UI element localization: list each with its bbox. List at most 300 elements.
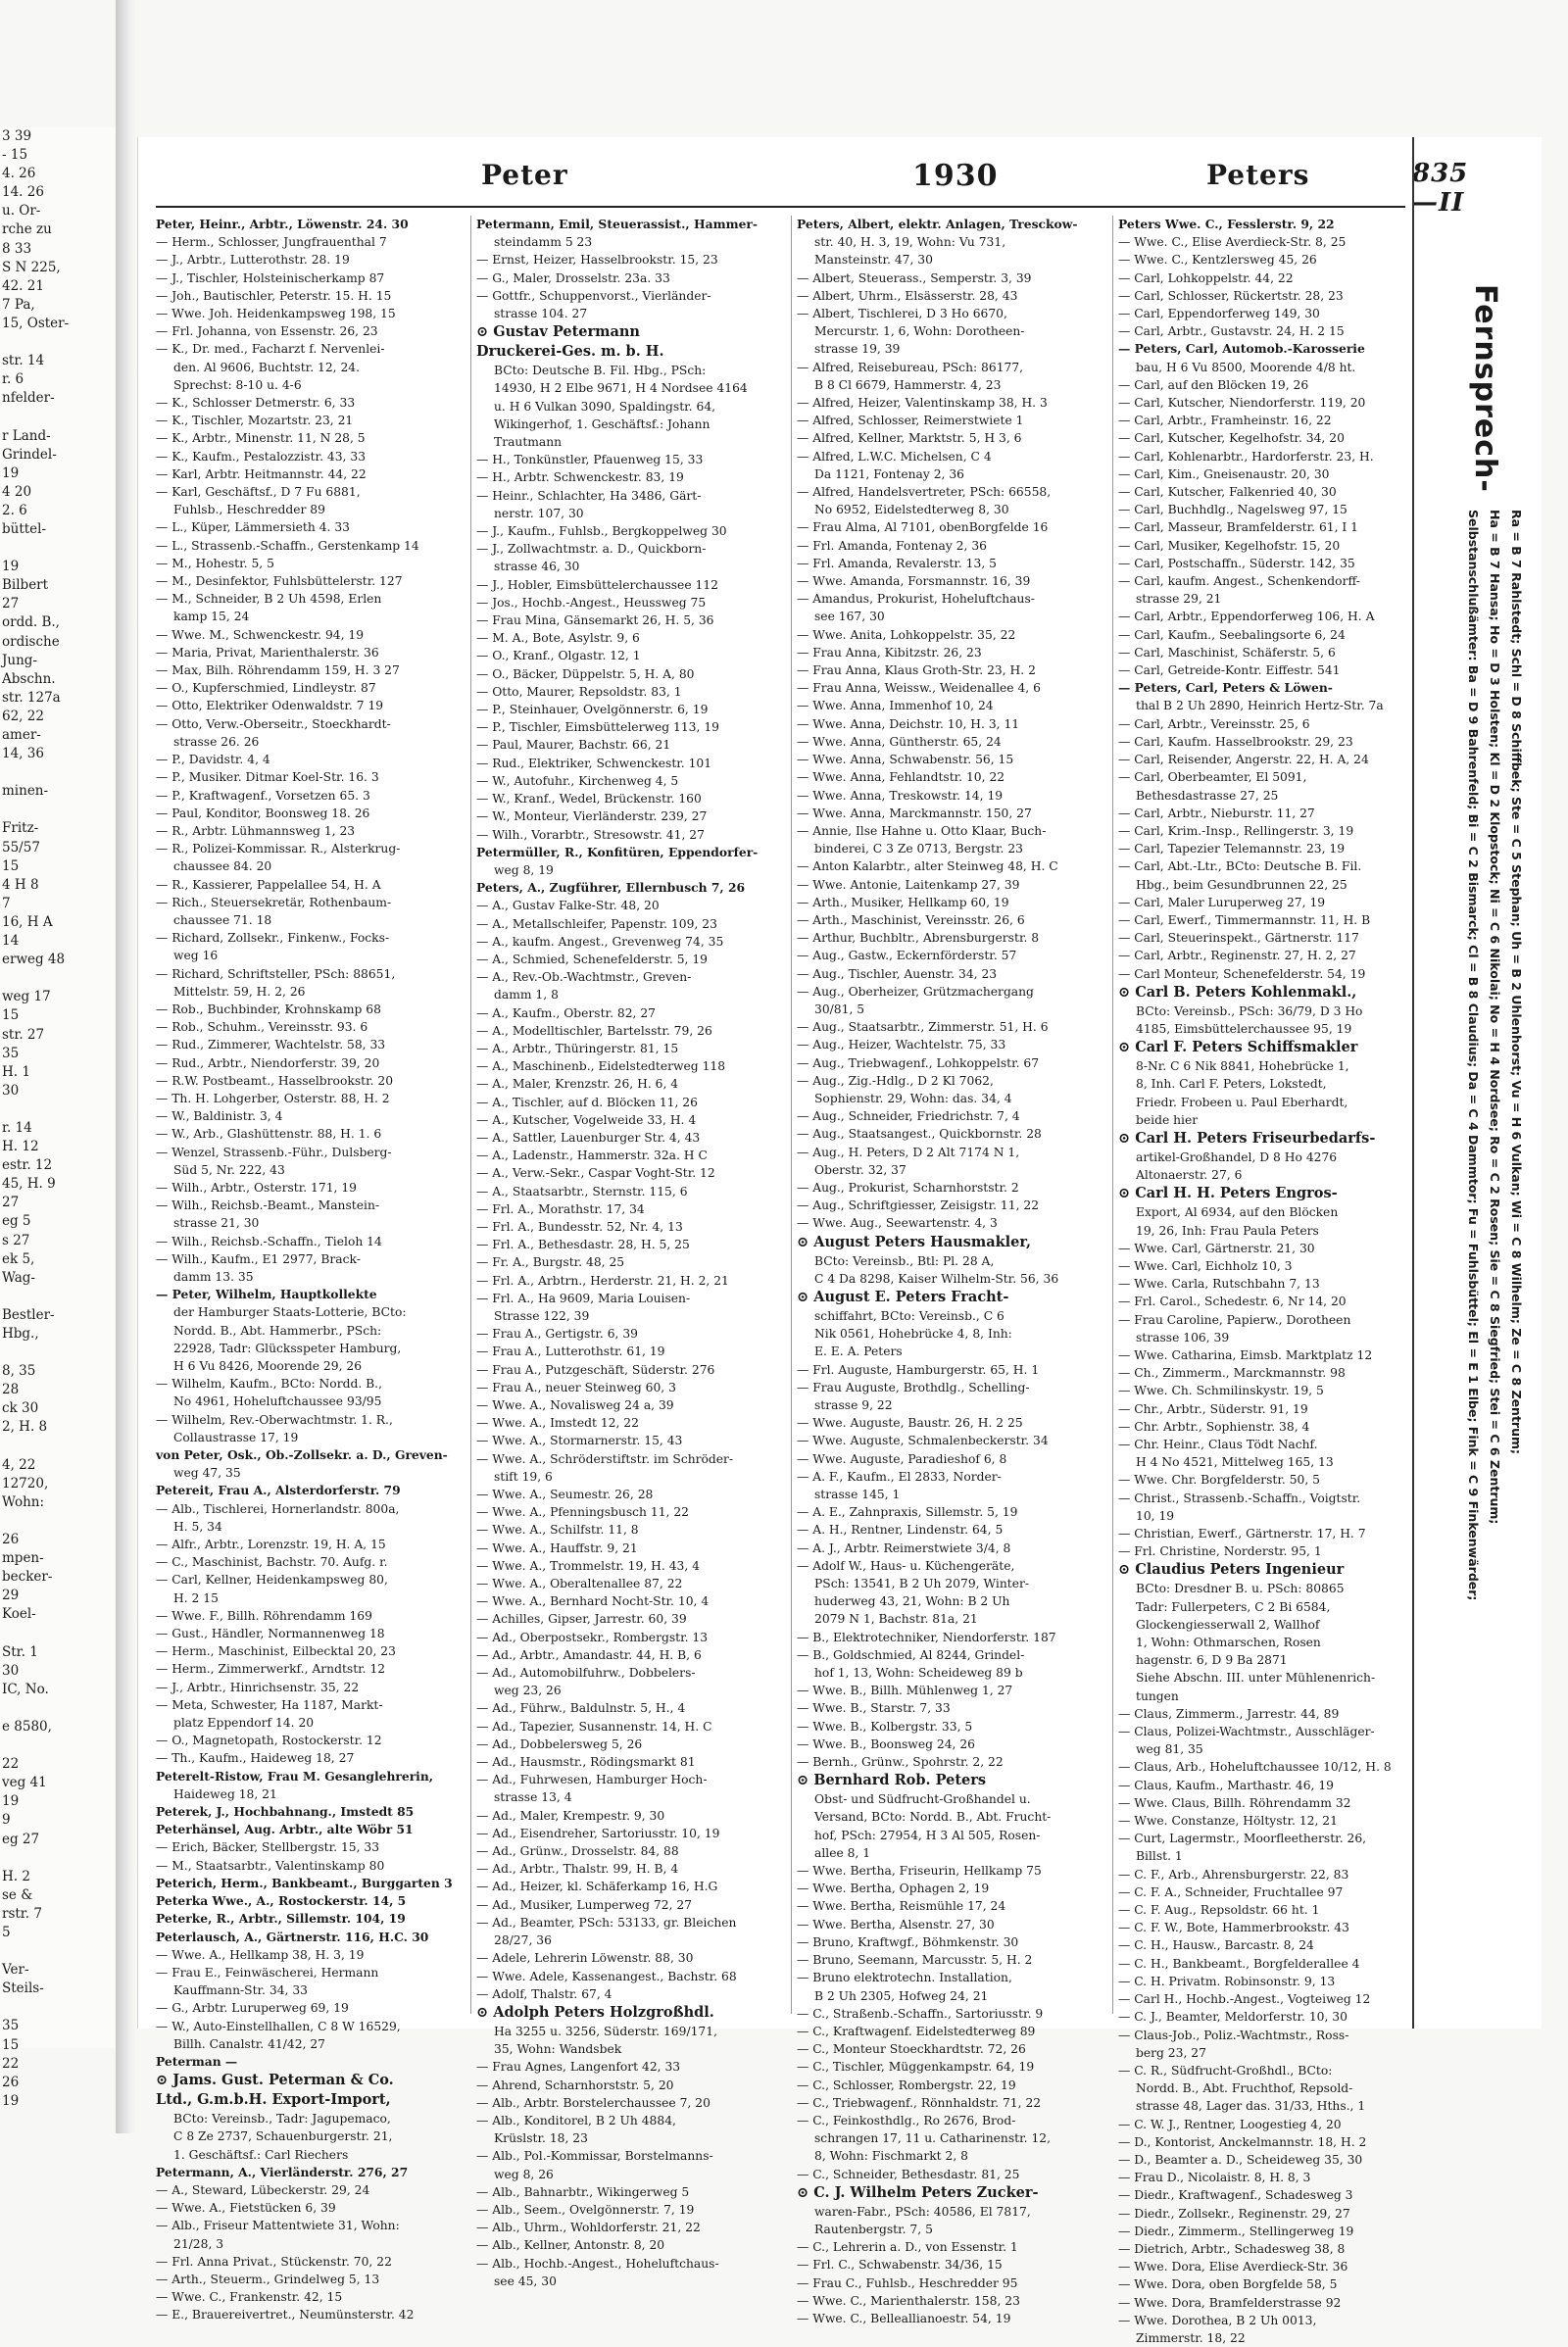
directory-entry: — Erich, Bäcker, Stellbergstr. 15, 33	[156, 1840, 380, 1855]
directory-entry: — Frl. A., Arbtrn., Herderstr. 21, H. 2, 21	[476, 1273, 729, 1288]
directory-entry: — Claus, Polizei-Wachtmstr., Ausschläger-	[1118, 1725, 1375, 1739]
previous-page-fragment: Bilbert	[2, 577, 49, 594]
directory-entry: — K., Dr. med., Facharzt f. Nervenlei-	[156, 342, 385, 357]
directory-entry: Da 1121, Fontenay 2, 36	[814, 466, 965, 481]
directory-entry: — Carl, Arbtr., Nieburstr. 11, 27	[1118, 806, 1315, 820]
directory-entry: — Wwe. F., Billh. Röhrendamm 169	[156, 1608, 372, 1623]
previous-page-fragment: ordische	[2, 633, 60, 650]
directory-entry: — Otto, Verw.-Oberseitr., Stoeckhardt-	[156, 716, 391, 731]
previous-page-fragment	[0, 408, 116, 426]
directory-entry: ⊙ Carl B. Peters Kohlenmakl.,	[1118, 983, 1357, 1001]
directory-entry: 8, Wohn: Fischmarkt 2, 8	[814, 2149, 968, 2164]
directory-entry: — Alb., Kellner, Antonstr. 8, 20	[476, 2238, 665, 2253]
directory-entry: — Aug., Triebwagenf., Lohkoppelstr. 67	[797, 1055, 1040, 1070]
directory-entry: — Ch., Zimmerm., Marckmannstr. 98	[1118, 1366, 1346, 1381]
directory-entry: — Frau Auguste, Brothdlg., Schelling-	[797, 1380, 1030, 1394]
directory-entry: — Karl, Geschäftsf., D 7 Fu 6881,	[156, 485, 361, 500]
directory-entry: BCto: Vereinsb., PSch: 36/79, D 3 Ho	[1136, 1003, 1363, 1018]
directory-entry: — Carl, Tapezier Telemannstr. 23, 19	[1118, 842, 1346, 856]
directory-entry: — Th., Kaufm., Haideweg 18, 27	[156, 1751, 355, 1766]
directory-entry: — C., Kraftwagenf. Eidelstedterweg 89	[797, 2024, 1036, 2038]
previous-page-fragment	[0, 1625, 116, 1643]
previous-page-fragment: str. 14	[2, 353, 45, 369]
directory-entry: — Ad., Eisendreher, Sartoriusstr. 10, 19	[476, 1826, 720, 1840]
directory-entry: — R., Kassierer, Pappelallee 54, H. A	[156, 877, 381, 892]
directory-entry: — Claus, Arb., Hoheluftchaussee 10/12, H. 8	[1118, 1760, 1392, 1775]
directory-entry: — Ad., Automobilfuhrw., Dobbelers-	[476, 1666, 696, 1681]
directory-entry: artikel-Großhandel, D 8 Ho 4276	[1136, 1149, 1338, 1164]
directory-entry: Süd 5, Nr. 222, 43	[173, 1162, 285, 1177]
directory-entry: — Ad., Heizer, kl. Schäferkamp 16, H.G	[476, 1880, 718, 1894]
directory-entry: — Frau Mina, Gänsemarkt 26, H. 5, 36	[476, 613, 714, 628]
previous-page-fragment: 29	[2, 1588, 20, 1604]
directory-entry: — A., Kutscher, Vogelweide 33, H. 4	[476, 1112, 697, 1127]
directory-entry: Peters, A., Zugführer, Ellernbusch 7, 26	[476, 880, 746, 896]
previous-page-fragment: Str. 1	[2, 1643, 38, 1660]
previous-page-fragment: ck 30	[2, 1400, 39, 1417]
directory-entry: — C. R., Südfrucht-Großhdl., BCto:	[1118, 2063, 1333, 2078]
directory-entry: — A., Kaufm., Oberstr. 82, 27	[476, 1005, 657, 1020]
directory-entry: — W., Autofuhr., Kirchenweg 4, 5	[476, 773, 679, 788]
directory-entry: Versand, BCto: Nordd. B., Abt. Frucht-	[814, 1810, 1052, 1825]
directory-entry: — Frl. Auguste, Hamburgerstr. 65, H. 1	[797, 1362, 1040, 1377]
previous-page-fragment: 14	[2, 933, 20, 950]
directory-entry: H. 2 15	[173, 1590, 219, 1605]
column-divider	[791, 216, 792, 2014]
directory-entry: — Wwe. A., Schilfstr. 11, 8	[476, 1523, 639, 1538]
previous-page-fragment: IC, No.	[2, 1681, 49, 1697]
directory-entry: — A., Rev.-Ob.-Wachtmstr., Greven-	[476, 970, 692, 985]
directory-entry: — A., Staatsarbtr., Sternstr. 115, 6	[476, 1184, 688, 1198]
directory-entry: — A., kaufm. Angest., Grevenweg 74, 35	[476, 934, 724, 949]
directory-entry: — Wwe. A., Seumestr. 26, 28	[476, 1488, 654, 1502]
directory-entry: — Bruno, Seemann, Marcusstr. 5, H. 2	[797, 1953, 1033, 1968]
directory-entry: weg 81, 35	[1136, 1742, 1203, 1757]
directory-entry: — Aug., Gastw., Eckernförderstr. 57	[797, 949, 1017, 963]
directory-entry: — K., Arbtr., Minenstr. 11, N 28, 5	[156, 431, 366, 446]
previous-page-fragment: 12720,	[2, 1475, 49, 1491]
directory-entry: — Herm., Zimmerwerkf., Arndtstr. 12	[156, 1662, 386, 1677]
previous-page-fragment: 19	[2, 465, 20, 481]
directory-entry: — Wwe. B., Boonsweg 24, 26	[797, 1736, 975, 1751]
directory-entry: — Carl, Musiker, Kegelhofstr. 15, 20	[1118, 538, 1341, 553]
directory-entry: strasse 46, 30	[494, 560, 580, 574]
previous-page-fragment: 26	[2, 1532, 20, 1548]
directory-entry: — Carl, kaufm. Angest., Schenkendorff-	[1118, 574, 1360, 589]
directory-entry: — Arth., Musiker, Hellkamp 60, 19	[797, 895, 1009, 909]
directory-entry: — Wwe. A., Imstedt 12, 22	[476, 1416, 639, 1431]
directory-entry: Sophienstr. 29, Wohn: das. 34, 4	[814, 1091, 1012, 1105]
directory-entry: — K., Kaufm., Pestalozzistr. 43, 33	[156, 449, 367, 464]
directory-entry: — Rob., Buchbinder, Krohnskamp 68	[156, 1002, 381, 1016]
directory-entry: Ha 3255 u. 3256, Süderstr. 169/171,	[494, 2024, 717, 2038]
directory-entry: Kauffmann-Str. 34, 33	[173, 1983, 308, 1998]
directory-entry: 1. Geschäftsf.: Carl Riechers	[173, 2147, 349, 2162]
previous-page-fragment: Wohn:	[2, 1493, 45, 1510]
directory-entry: schiffahrt, BCto: Vereinsb., C 6	[814, 1308, 1004, 1323]
directory-entry: — Wwe. A., Bernhard Nocht-Str. 10, 4	[476, 1594, 710, 1609]
directory-entry: — Alb., Uhrm., Wohldorferstr. 21, 22	[476, 2221, 701, 2235]
directory-entry: — Carl, Arbtr., Eppendorferweg 106, H. A	[1118, 610, 1375, 624]
directory-entry: Peter, Heinr., Arbtr., Löwenstr. 24. 30	[156, 217, 409, 231]
directory-entry: — Frau Caroline, Papierw., Dorotheen	[1118, 1312, 1351, 1327]
directory-entry: weg 23, 26	[494, 1684, 562, 1698]
directory-entry: — Herm., Maschinist, Eilbecktal 20, 23	[156, 1644, 396, 1659]
directory-entry: Peterlausch, A., Gärtnerstr. 116, H.C. 30	[156, 1929, 429, 1944]
directory-entry: — Ad., Arbtr., Amandastr. 44, H. B, 6	[476, 1647, 702, 1662]
directory-entry: Peterke, R., Arbtr., Sillemstr. 104, 19	[156, 1911, 406, 1927]
directory-entry: beide hier	[1136, 1112, 1199, 1127]
directory-entry: — Diedr., Kraftwagenf., Schadesweg 3	[1118, 2188, 1353, 2203]
previous-page-fragment: 4 H 8	[2, 876, 39, 893]
directory-entry: — Rich., Steuersekretär, Rothenbaum-	[156, 895, 392, 909]
directory-entry: — Wwe. Anna, Treskowstr. 14, 19	[797, 788, 1004, 803]
directory-entry: Hbg., beim Gesundbrunnen 22, 25	[1136, 877, 1348, 892]
directory-entry: — M., Desinfektor, Fuhlsbüttelerstr. 127	[156, 574, 403, 589]
directory-entry: — Wwe. Auguste, Baustr. 26, H. 2 25	[797, 1416, 1023, 1431]
directory-entry: — Rud., Zimmerer, Wachtelstr. 58, 33	[156, 1038, 386, 1052]
directory-entry: — Wwe. Amanda, Forsmannstr. 16, 39	[797, 574, 1031, 589]
directory-entry: — Adele, Lehrerin Löwenstr. 88, 30	[476, 1951, 694, 1966]
directory-entry: weg 8, 19	[494, 862, 554, 877]
previous-page-fragment: 19	[2, 2092, 20, 2109]
directory-entry: — A. J., Arbtr. Reimerstwiete 3/4, 8	[797, 1540, 1011, 1555]
directory-entry: ⊙ Carl H. H. Peters Engros-	[1118, 1185, 1338, 1202]
directory-entry: — Wwe. M., Schwenckestr. 94, 19	[156, 627, 365, 642]
directory-entry: — Peter, Wilhelm, Hauptkollekte	[156, 1287, 377, 1302]
previous-page-fragment: 7 Pa,	[2, 296, 35, 313]
directory-entry: strasse 106, 39	[1136, 1330, 1230, 1345]
directory-entry: — Diedr., Zollsekr., Reginenstr. 29, 27	[1118, 2206, 1350, 2221]
previous-page-fragment	[0, 1512, 116, 1531]
directory-entry: — M., Staatsarbtr., Valentinskamp 80	[156, 1858, 385, 1873]
directory-entry: Billst. 1	[1136, 1849, 1183, 1864]
directory-entry: Friedr. Frobeen u. Paul Eberhardt,	[1136, 1095, 1348, 1109]
directory-entry: — Frau A., neuer Steinweg 60, 3	[476, 1380, 676, 1394]
directory-entry: — Carl H., Hochb.-Angest., Vogteiweg 12	[1118, 1992, 1371, 2007]
directory-entry: — Ad., Musiker, Lumperweg 72, 27	[476, 1897, 692, 1912]
directory-entry: — L., Küper, Lämmersieth 4. 33	[156, 520, 350, 535]
directory-entry: — E., Brauereivertret., Neumünsterstr. 42	[156, 2308, 415, 2323]
directory-entry: — A., Metallschleifer, Papenstr. 109, 23	[476, 916, 717, 931]
directory-entry: Mercurstr. 1, 6, Wohn: Dorotheen-	[814, 324, 1025, 339]
directory-entry: damm 13. 35	[173, 1269, 254, 1284]
previous-page-fragment: nfelder-	[2, 390, 55, 407]
directory-entry: — Carl, Schlosser, Rückertstr. 28, 23	[1118, 288, 1344, 303]
directory-entry: Peters, Albert, elektr. Anlagen, Tresckow-	[797, 217, 1078, 231]
directory-entry: — Aug., Prokurist, Scharnhorststr. 2	[797, 1180, 1019, 1195]
previous-page-fragment	[0, 539, 116, 558]
directory-entry: ⊙ Jams. Gust. Peterman & Co.	[156, 2072, 394, 2089]
directory-entry: — Chr. Arbtr., Sophienstr. 38, 4	[1118, 1419, 1310, 1434]
directory-entry: — Frau C., Fuhlsb., Heschredder 95	[797, 2275, 1018, 2290]
directory-entry: — Carl, Maler Luruperweg 27, 19	[1118, 895, 1326, 909]
directory-entry: — R., Arbtr. Lühmannsweg 1, 23	[156, 823, 356, 838]
directory-entry: — Christian, Ewerf., Gärtnerstr. 17, H. 7	[1118, 1527, 1366, 1541]
directory-entry: — Wilhelm, Kaufm., BCto: Nordd. B.,	[156, 1377, 383, 1392]
previous-page-fragment: 55/57	[2, 839, 40, 856]
directory-entry: — A., Sattler, Lauenburger Str. 4, 43	[476, 1130, 701, 1145]
directory-entry: Obst- und Südfrucht-Großhandel u.	[814, 1792, 1031, 1807]
directory-entry: — Ahrend, Scharnhorststr. 5, 20	[476, 2078, 674, 2092]
directory-entry: — Frau E., Feinwäscherei, Hermann	[156, 1965, 379, 1980]
directory-entry: Mansteinstr. 47, 30	[814, 253, 933, 268]
directory-entry: Haideweg 18, 21	[173, 1786, 277, 1801]
directory-entry: — Wilh., Kaufm., E1 2977, Brack-	[156, 1251, 361, 1266]
directory-entry: B 2 Uh 2305, Hofweg 24, 21	[814, 1988, 989, 2003]
directory-entry: — Max, Bilh. Röhrendamm 159, H. 3 27	[156, 663, 400, 678]
previous-page-fragment	[0, 1344, 116, 1362]
directory-entry: — O., Magnetopath, Rostockerstr. 12	[156, 1734, 382, 1748]
directory-entry: — Frau Anna, Klaus Groth-Str. 23, H. 2	[797, 663, 1036, 678]
directory-entry: — Ad., Hausmstr., Rödingsmarkt 81	[476, 1755, 696, 1770]
directory-entry: u. H 6 Vulkan 3090, Spaldingstr. 64,	[494, 399, 716, 414]
previous-page-fragment: 2. 6	[2, 502, 27, 518]
directory-entry: — Chr. Heinr., Claus Tödt Nachf.	[1118, 1438, 1318, 1451]
directory-entry: — Carl, auf den Blöcken 19, 26	[1118, 377, 1309, 392]
directory-entry: — Diedr., Zimmerm., Stellingerweg 19	[1118, 2224, 1354, 2238]
previous-page-fragment: eg 27	[2, 1831, 40, 1847]
directory-entry: — C., Schlosser, Rombergstr. 22, 19	[797, 2078, 1016, 2092]
directory-entry: allee 8, 1	[814, 1845, 871, 1860]
directory-entry: — O., Bäcker, Düppelstr. 5, H. A, 80	[476, 666, 695, 681]
directory-entry: — Arthur, Buchbltr., Abrensburgerstr. 8	[797, 931, 1040, 946]
directory-entry: — Carl, Kutscher, Falkenried 40, 30	[1118, 485, 1337, 500]
directory-entry: — Frau Agnes, Langenfort 42, 33	[476, 2060, 681, 2075]
directory-entry: — Wwe. Bertha, Friseurin, Hellkamp 75	[797, 1864, 1042, 1879]
directory-entry: — Christ., Strassenb.-Schaffn., Voigtstr.	[1118, 1491, 1361, 1505]
directory-entry: — C. F. A., Schneider, Fruchtallee 97	[1118, 1884, 1344, 1899]
directory-entry: — Aug., Schriftgiesser, Zeisigstr. 11, 22	[797, 1198, 1040, 1213]
directory-entry: — Carl, Maschinist, Schäferstr. 5, 6	[1118, 645, 1336, 660]
directory-entry: C 4 Da 8298, Kaiser Wilhelm-Str. 56, 36	[814, 1271, 1059, 1286]
directory-entry: — A., Tischler, auf d. Blöcken 11, 26	[476, 1095, 698, 1109]
directory-entry: — Carl, Reisender, Angerstr. 22, H. A, 24	[1118, 753, 1369, 767]
directory-entry: — Gottfr., Schuppenvorst., Vierländer-	[476, 288, 711, 303]
directory-entry: — C., Triebwagenf., Rönnhaldstr. 71, 22	[797, 2095, 1042, 2110]
directory-entry: Nordd. B., Abt. Fruchthof, Repsold-	[1136, 2081, 1353, 2096]
directory-entry: — C., Feinkosthdlg., Ro 2676, Brod-	[797, 2113, 1016, 2127]
column-4	[1118, 216, 1412, 2345]
directory-entry: der Hamburger Staats-Lotterie, BCto:	[173, 1305, 407, 1320]
directory-entry: — C., Monteur Stoeckhardtstr. 72, 26	[797, 2042, 1026, 2057]
previous-page-fragment: 3 39	[2, 128, 32, 144]
directory-entry: ⊙ August Peters Hausmakler,	[797, 1233, 1032, 1250]
previous-page-fragment: ordd. B.,	[2, 614, 60, 631]
previous-page-fragment: r. 6	[2, 371, 24, 388]
directory-entry: 1, Wohn: Othmarschen, Rosen	[1136, 1636, 1321, 1650]
directory-entry: Ltd., G.m.b.H. Export-Import,	[156, 2091, 391, 2109]
directory-entry: — Richard, Schriftsteller, PSch: 88651,	[156, 966, 396, 981]
directory-entry: — Carl, Arbtr., Vereinsstr. 25, 6	[1118, 716, 1310, 731]
directory-entry: binderei, C 3 Ze 0713, Bergstr. 23	[814, 842, 1023, 856]
directory-entry: Fuhlsb., Heschredder 89	[173, 503, 325, 517]
column-3	[797, 216, 1105, 2325]
directory-entry: — Carl, Ewerf., Timmermannstr. 11, H. B	[1118, 912, 1371, 927]
directory-entry: — Wilh., Reichsb.-Beamt., Manstein-	[156, 1198, 380, 1213]
directory-entry: strasse 29, 21	[1136, 592, 1222, 607]
directory-entry: — Claus, Kaufm., Marthastr. 46, 19	[1118, 1778, 1335, 1792]
directory-entry: — Joh., Bautischler, Peterstr. 15. H. 15	[156, 288, 392, 303]
directory-entry: — Wwe. Anita, Lohkoppelstr. 35, 22	[797, 627, 1016, 642]
directory-entry: Siehe Abschn. III. unter Mühlenenrich-	[1136, 1671, 1376, 1686]
directory-entry: — H., Tonkünstler, Pfauenweg 15, 33	[476, 453, 704, 467]
directory-entry: — W., Arb., Glashüttenstr. 88, H. 1. 6	[156, 1127, 382, 1142]
directory-entry: — C., Maschinist, Bachstr. 70. Aufg. r.	[156, 1555, 388, 1570]
directory-entry: — K., Tischler, Mozartstr. 23, 21	[156, 414, 354, 428]
header-rule	[156, 206, 1405, 208]
directory-entry: — A., Modelltischler, Bartelsstr. 79, 26	[476, 1023, 712, 1038]
directory-entry: — Frau Anna, Weissw., Weidenallee 4, 6	[797, 681, 1041, 696]
directory-entry: strasse 13, 4	[494, 1790, 572, 1805]
directory-entry: — Wwe. Constanze, Höltystr. 12, 21	[1118, 1814, 1338, 1829]
previous-page-fragment: 27	[2, 1195, 20, 1211]
directory-entry: — G., Maler, Drosselstr. 23a. 33	[476, 270, 670, 285]
previous-page-fragment: 27	[2, 596, 20, 612]
directory-entry: — Carl, Lohkoppelstr. 44, 22	[1118, 270, 1294, 285]
previous-page-fragment	[0, 1699, 116, 1718]
directory-entry: — Wwe. Dora, Bramfelderstrasse 92	[1118, 2295, 1342, 2310]
directory-entry: see 167, 30	[814, 610, 885, 624]
directory-entry: — Alfred, Handelsvertreter, PSch: 66558,	[797, 485, 1052, 500]
directory-entry: — Wenzel, Strassenb.-Führ., Dulsberg-	[156, 1145, 392, 1159]
previous-page-sliver	[0, 127, 118, 2109]
directory-entry: — Wilh., Arbtr., Osterstr. 171, 19	[156, 1180, 357, 1195]
previous-page-fragment: str. 127a	[2, 689, 61, 706]
directory-entry: — A., Maler, Krenzstr. 26, H. 6, 4	[476, 1077, 679, 1092]
directory-entry: — C., Schneider, Bethesdastr. 81, 25	[797, 2167, 1020, 2181]
directory-entry: ⊙ Bernhard Rob. Peters	[797, 1772, 987, 1789]
directory-entry: Wikingerhof, 1. Geschäftsf.: Johann	[494, 416, 710, 431]
directory-entry: — Herm., Schlosser, Jungfrauenthal 7	[156, 235, 387, 250]
directory-entry: — Wwe. Ch. Schmilinskystr. 19, 5	[1118, 1384, 1324, 1398]
directory-entry: — Peters, Carl, Peters & Löwen-	[1118, 680, 1333, 696]
directory-entry: — Arth., Maschinist, Vereinsstr. 26, 6	[797, 912, 1025, 927]
directory-entry: BCto: Vereinsb., Btl: Pl. 28 A,	[814, 1253, 995, 1268]
previous-page-fragment: 4, 22	[2, 1456, 36, 1473]
previous-page-fragment: H. 12	[2, 1139, 39, 1155]
directory-entry: — Heinr., Schlachter, Ha 3486, Gärt-	[476, 488, 702, 503]
directory-entry: steindamm 5 23	[494, 235, 593, 250]
directory-entry: — Wwe. Anna, Fehlandtstr. 10, 22	[797, 770, 1005, 785]
directory-entry: H. 5, 34	[173, 1519, 222, 1534]
directory-entry: — W., Auto-Einstellhallen, C 8 W 16529,	[156, 2019, 401, 2033]
previous-page-fragment: r Land-	[2, 427, 51, 444]
directory-entry: — Aug., Oberheizer, Grützmachergang	[797, 984, 1034, 999]
directory-entry: — Aug., Heizer, Wachtelstr. 75, 33	[797, 1038, 1006, 1052]
directory-entry: — Maria, Privat, Marienthalerstr. 36	[156, 645, 379, 660]
directory-entry: — Amandus, Prokurist, Hoheluftchaus-	[797, 592, 1035, 607]
previous-page-fragment: Steils-	[2, 1980, 44, 1997]
previous-page-fragment: u. Or-	[2, 203, 41, 220]
directory-entry: strasse 21, 30	[173, 1216, 260, 1231]
directory-entry: — G., Arbtr. Luruperweg 69, 19	[156, 2001, 349, 2016]
directory-entry: — Alfred, Reisebureau, PSch: 86177,	[797, 360, 1024, 374]
directory-entry: B 8 Cl 6679, Hammerstr. 4, 23	[814, 377, 1002, 392]
directory-entry: — Ad., Dobbelersweg 5, 26	[476, 1736, 643, 1751]
previous-page-fragment: Fritz-	[2, 820, 39, 837]
directory-entry: — Anton Kalarbtr., alter Steinweg 48, H. C	[797, 859, 1058, 874]
directory-entry: — Alb., Arbtr. Borstelerchaussee 7, 20	[476, 2095, 710, 2110]
directory-entry: — Alb., Tischlerei, Hornerlandstr. 800a,	[156, 1501, 400, 1516]
directory-entry: — C., Tischler, Müggenkampstr. 64, 19	[797, 2060, 1035, 2075]
previous-page-fragment	[0, 969, 116, 988]
directory-entry: — D., Kontorist, Anckelmannstr. 18, H. 2	[1118, 2134, 1367, 2149]
directory-entry: 4185, Eimsbüttelerchaussee 95, 19	[1136, 1021, 1352, 1036]
directory-entry: — C. H. Privatm. Robinsonstr. 9, 13	[1118, 1974, 1336, 1988]
directory-entry: Petermann, A., Vierländerstr. 276, 27	[156, 2164, 409, 2179]
directory-entry: — J., Zollwachtmstr. a. D., Quickborn-	[476, 542, 707, 557]
previous-page-fragment: se &	[2, 1886, 33, 1903]
directory-entry: — Dietrich, Arbtr., Schadesweg 38, 8	[1118, 2241, 1346, 2256]
previous-page-fragment: 28	[2, 1382, 20, 1398]
directory-entry: — Frl. A., Bethesdastr. 28, H. 5, 25	[476, 1238, 690, 1252]
directory-entry: platz Eppendorf 14. 20	[173, 1716, 315, 1731]
directory-entry: — A., Gustav Falke-Str. 48, 20	[476, 899, 660, 913]
directory-entry: huderweg 43, 21, Wohn: B 2 Uh	[814, 1594, 1010, 1609]
directory-entry: schrangen 17, 11 u. Catharinenstr. 12,	[814, 2131, 1051, 2146]
directory-entry: — Aug., Staatsarbtr., Zimmerstr. 51, H. 6	[797, 1020, 1049, 1035]
directory-entry: — Wwe. Joh. Heidenkampsweg 198, 15	[156, 307, 396, 321]
previous-page-fragment: 19	[2, 1793, 20, 1810]
directory-entry: ⊙ Carl H. Peters Friseurbedarfs-	[1118, 1129, 1376, 1147]
previous-page-fragment: estr. 12	[2, 1157, 53, 1174]
directory-entry: — A., Maschinenb., Eidelstedterweg 118	[476, 1059, 726, 1074]
directory-entry: str. 40, H. 3, 19, Wohn: Vu 731,	[814, 235, 1006, 250]
directory-entry: 30/81, 5	[814, 1002, 865, 1016]
directory-entry: — Wwe. Anna, Schwabenstr. 56, 15	[797, 753, 1014, 767]
previous-page-fragment: 45, H. 9	[2, 1176, 56, 1193]
previous-page-fragment: büttel-	[2, 520, 47, 537]
directory-entry: — Alb., Pol.-Kommissar, Borstelmanns-	[476, 2149, 713, 2164]
directory-entry: — L., Strassenb.-Schaffn., Gerstenkamp 14	[156, 538, 419, 553]
previous-page-fragment: 35	[2, 1045, 20, 1061]
previous-page-fragment: 4. 26	[2, 166, 36, 182]
directory-entry: — Wwe. Antonie, Laitenkamp 27, 39	[797, 877, 1020, 892]
directory-entry: — K., Schlosser Detmerstr. 6, 33	[156, 396, 356, 411]
previous-page-fragment: minen-	[2, 783, 49, 800]
directory-entry: — Albert, Steuerass., Semperstr. 3, 39	[797, 270, 1032, 285]
directory-entry: — M. A., Bote, Asylstr. 9, 6	[476, 631, 640, 646]
directory-entry: — Carl, Eppendorferweg 149, 30	[1118, 307, 1320, 321]
directory-entry: — Otto, Maurer, Repsoldstr. 83, 1	[476, 684, 682, 699]
directory-entry: — Aug., Staatsangest., Quickbornstr. 28	[797, 1127, 1042, 1142]
directory-entry: — Carl, Kutscher, Niendorferstr. 119, 20	[1118, 396, 1366, 411]
directory-entry: — Wwe. Adele, Kassenangest., Bachstr. 68	[476, 1969, 737, 1983]
directory-entry: chaussee 71. 18	[173, 912, 272, 927]
previous-page-fragment: H. 1	[2, 1063, 30, 1080]
directory-entry: — Wwe. Dora, Elise Averdieck-Str. 36	[1118, 2260, 1348, 2274]
directory-entry: Collaustrasse 17, 19	[173, 1430, 299, 1444]
directory-entry: — Wwe. Bertha, Reismühle 17, 24	[797, 1899, 1006, 1914]
directory-entry: 8, Inh. Carl F. Peters, Lokstedt,	[1136, 1077, 1327, 1092]
directory-entry: — Carl, Kutscher, Kegelhofstr. 34, 20	[1118, 431, 1345, 446]
directory-entry: ⊙ Adolph Peters Holzgroßhdl.	[476, 2003, 714, 2021]
telephone-exchange-sidebar	[1412, 137, 1544, 2029]
directory-entry: 14930, H 2 Elbe 9671, H 4 Nordsee 4164	[494, 381, 748, 396]
directory-entry: Bethesdastrasse 27, 25	[1136, 788, 1279, 803]
directory-entry: — A., Ladenstr., Hammerstr. 32a. H C	[476, 1149, 708, 1163]
directory-entry: H 4 No 4521, Mittelweg 165, 13	[1136, 1455, 1334, 1470]
header-left-keyword: Peter	[481, 159, 568, 191]
directory-entry: — Frl. A., Bundesstr. 52, Nr. 4, 13	[476, 1219, 683, 1234]
directory-entry: — Wwe. Chr. Borgfelderstr. 50, 5	[1118, 1473, 1321, 1488]
directory-entry: — Rud., Arbtr., Niendorferstr. 39, 20	[156, 1055, 380, 1070]
directory-entry: — Wwe. Bertha, Alsenstr. 27, 30	[797, 1917, 995, 1931]
directory-entry: Zimmerstr. 18, 22	[1136, 2330, 1246, 2345]
previous-page-fragment	[0, 1438, 116, 1456]
directory-entry: — Frl. A., Morathstr. 17, 34	[476, 1201, 645, 1216]
